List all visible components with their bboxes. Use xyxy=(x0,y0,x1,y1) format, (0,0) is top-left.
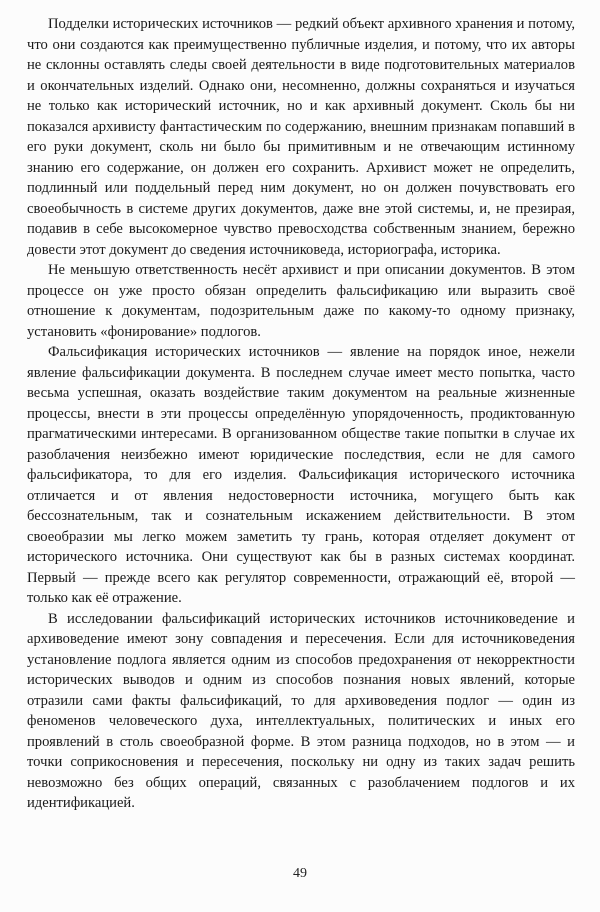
page-number: 49 xyxy=(293,866,307,881)
paragraph-4: В исследовании фальсификаций исторических источников источниковедение и архивоведение имеют зону совпадения и пересечения. Если для источниковедения установление подлога является одним из способов предохранения от некорректности исторических выводов и одним из способов познания новых явлений, которые отразили сами факты фальсификаций, то для архивоведения подлог — один из феноменов человеческого духа, интеллектуальных, политических и иных его проявлений в столь своеобразной форме. В этом разница подходов, но в этом — и точки соприкосновения и пересечения, поскольку ни одну из таких задач решить невозможно без общих операций, связанных с разоблачением подлогов и их идентификацией. xyxy=(27,610,575,811)
body-text xyxy=(27,14,575,814)
paragraph-2: Не меньшую ответственность несёт архивист и при описании документов. В этом процессе он уже просто обязан определить фальсификацию или выразить своё отношение к документам, подозрительным даже по какому-то одному признаку, установить «фонирование» подлогов. xyxy=(27,262,575,340)
paragraph-1: Подделки исторических источников — редкий объект архивного хранения и потому, что они создаются как преимущественно публичные изделия, и потому, что их авторы не склонны оставлять следы своей деятельности в виде подготовительных материалов и окончательных изделий. Однако они, несомненно, должны сохраняться и изучаться не только как исторический источник, но и как архивный документ. Сколь бы ни показался архивисту фантастическим по содержанию, внешним признакам попавший в его руки документ, сколь ни было бы примитивным и не отвечающим истинному знанию его содержание, он должен его сохранить. Архивист может не определить, подлинный или поддельный перед ним документ, но он должен почувствовать его своеобычность в системе других документов, даже вне этой системы, и, не презирая, подавив в себе высокомерное чувство превосходства собственным знанием, бережно довести этот документ до сведения источниковеда, историографа, историка. xyxy=(27,16,575,258)
paragraph-3: Фальсификация исторических источников — явление на порядок иное, нежели явление фальсификации документа. В последнем случае имеет место попытка, часто весьма успешная, оказать воздействие таким документом на реальные жизненные процессы, внести в эти процессы определённую упорядоченность, продиктованную прагматическими интересами. В организованном обществе такие попытки в случае их разоблачения неизбежно имеют юридические последствия, если не для самого фальсификатора, то для его изделия. Фальсификация исторического источника отличается и от явления недостоверности источника, могущего быть как бессознательным, так и сознательным искажением действительности. В этом своеобразии мы легко можем заметить ту грань, которая отделяет документ от исторического источника. Они существуют как бы в разных системах координат. Первый — прежде всего как регулятор современности, отражающий её, второй — только как её отражение. xyxy=(27,344,575,606)
